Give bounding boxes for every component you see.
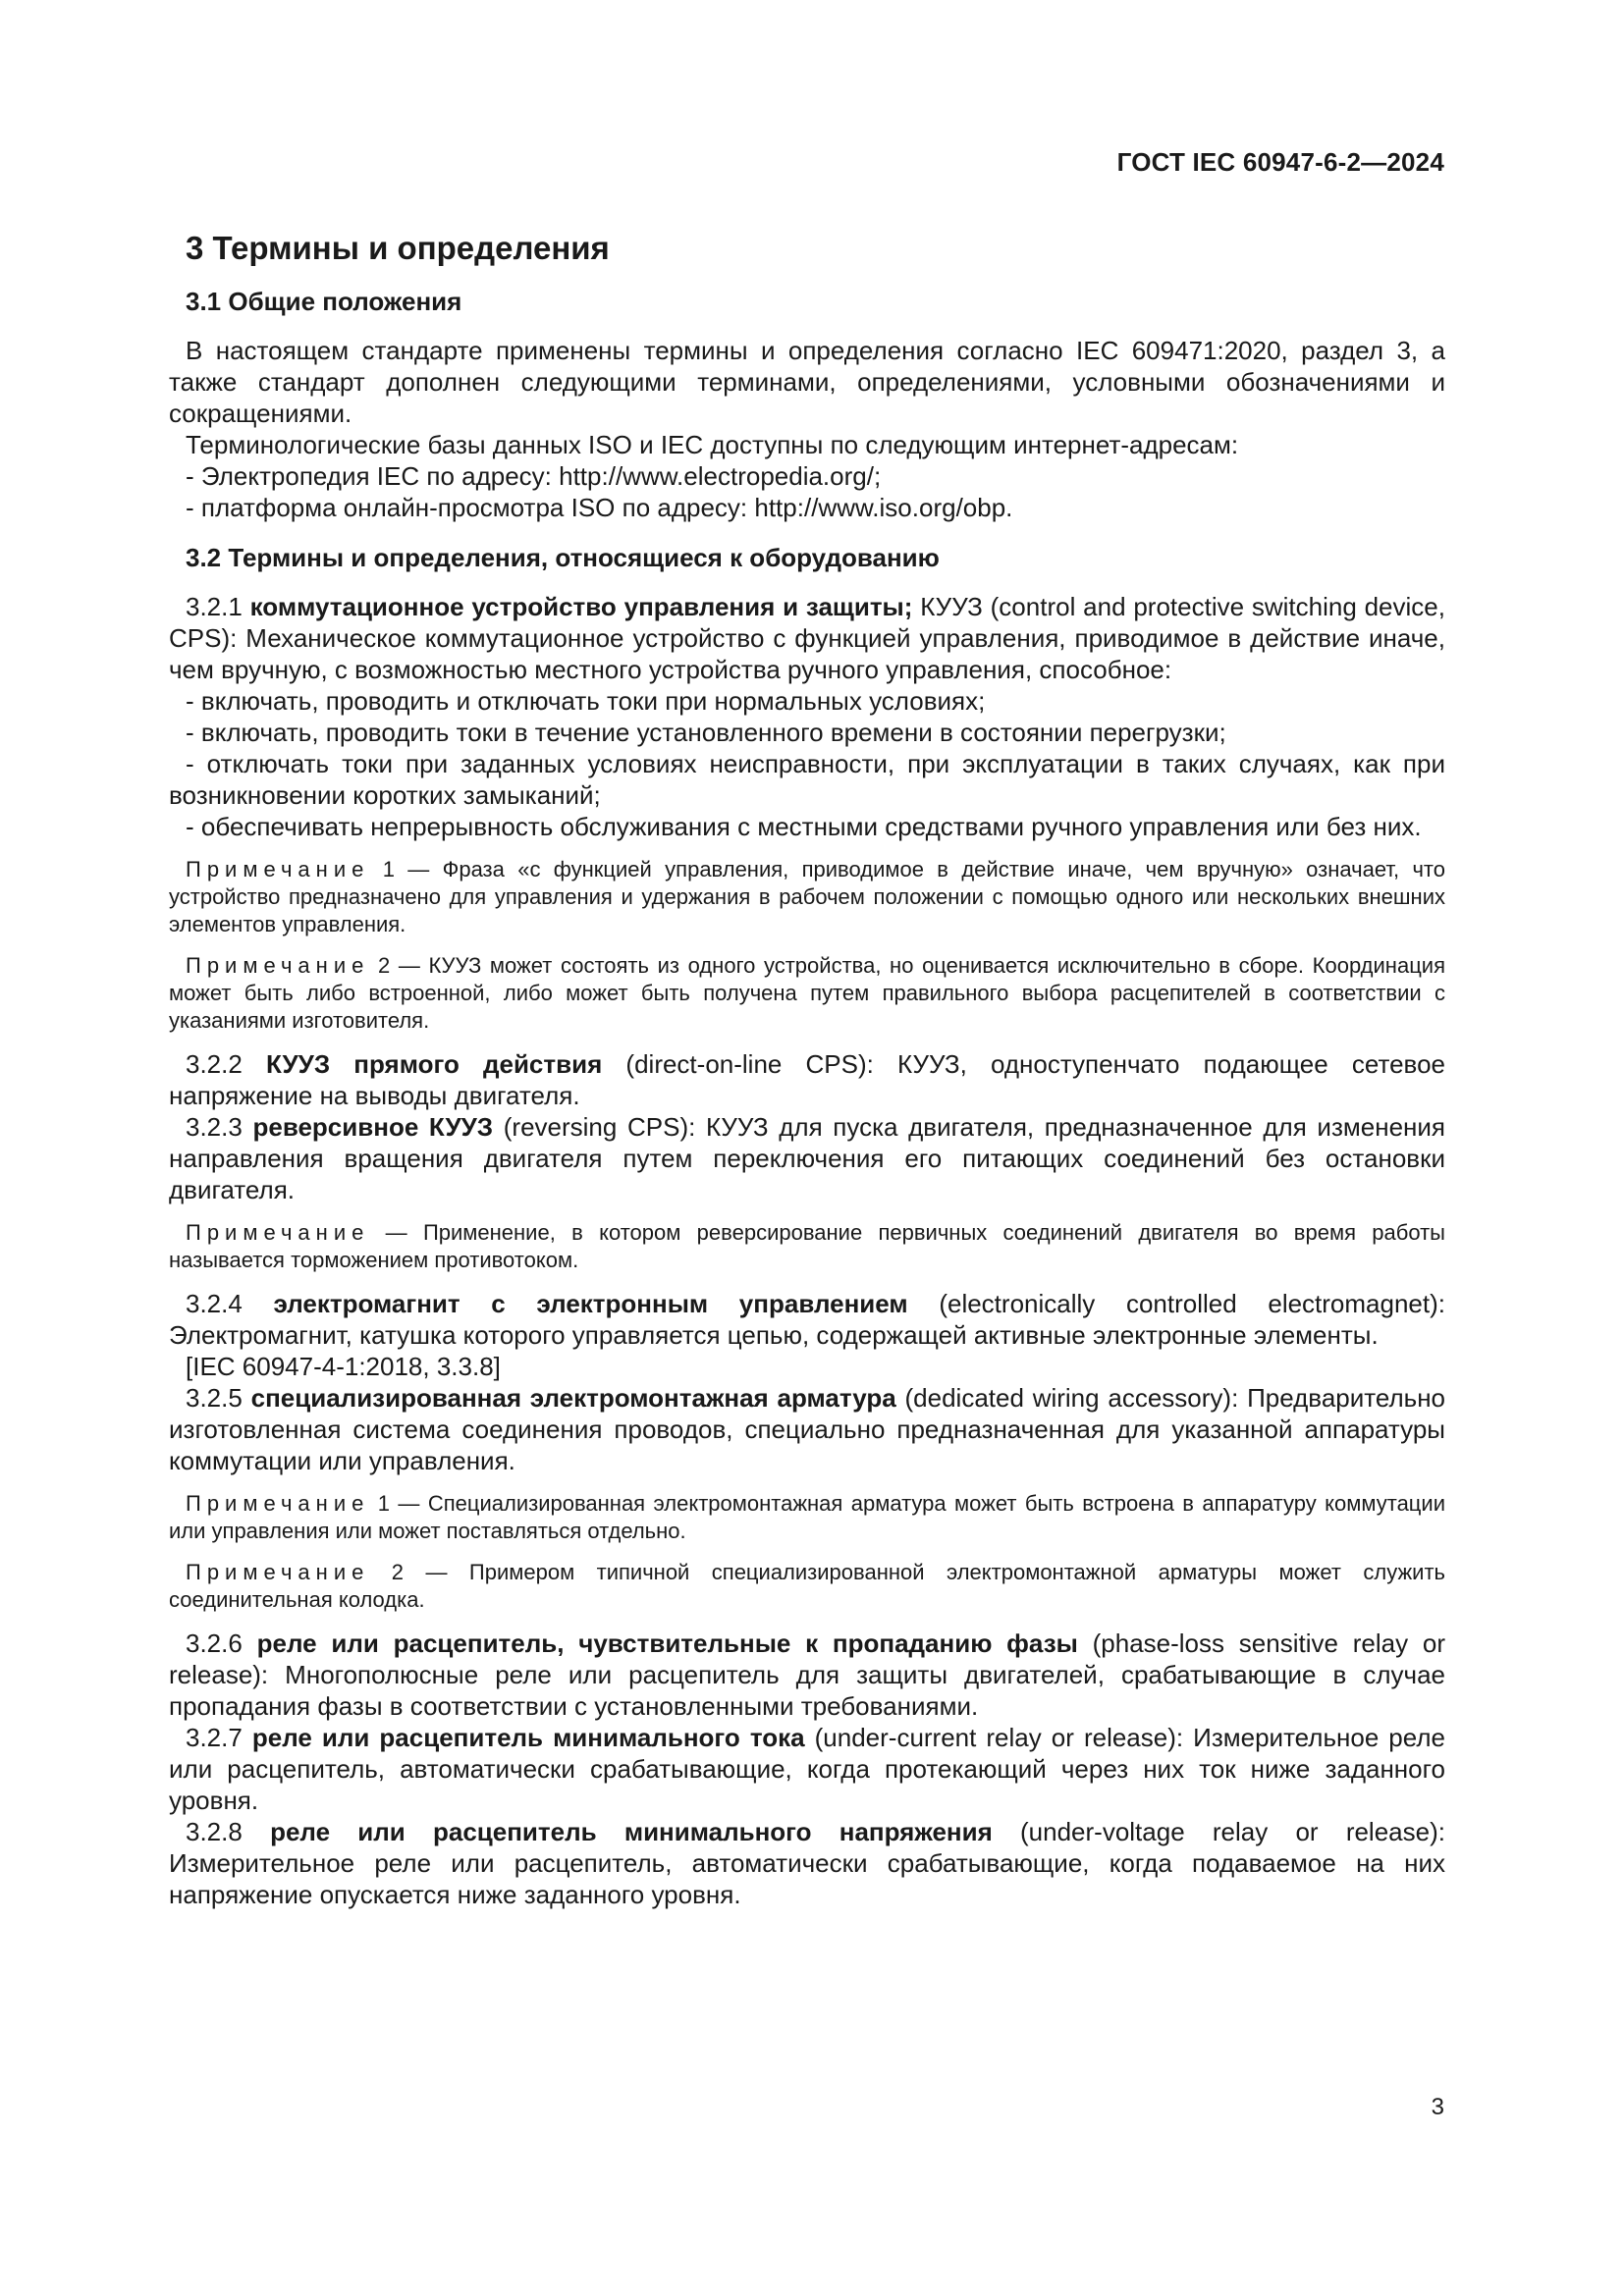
term-name: электромагнит с электронным управлением [273, 1289, 908, 1318]
term-3-2-2 [169, 1048, 1445, 1111]
list-item: - отключать токи при заданных условиях неисправности, при эксплуатации в таких случаях, как при возникновении коротких замыканий; [169, 749, 1445, 810]
page-number: 3 [1431, 2094, 1444, 2120]
list-item: - обеспечивать непрерывность обслуживания с местными средствами ручного управления или без них. [186, 812, 1422, 841]
term-name: реле или расцепитель, чувствительные к пропаданию фазы [256, 1629, 1078, 1658]
paragraph: Терминологические базы данных ISO и IEC доступны по следующим интернет-адресам: [186, 430, 1239, 459]
note-label: Примечание [186, 1220, 370, 1245]
list-item: - Электропедия IEC по адресу: http://www.electropedia.org/; [186, 461, 882, 491]
term-3-2-5 [169, 1382, 1445, 1476]
section-title: 3 Термины и определения [186, 230, 610, 266]
note-text: — Применение, в котором реверсирование первичных соединений двигателя во время работы называется торможением противотоком. [169, 1220, 1445, 1272]
term-definition: КУУЗ (control and protective switching device, CPS): Механическое коммутационное устройство с функцией управления, приводимое в действие иначе, чем вручную, с возможностью местного устройства ручного управления, способное: [169, 592, 1445, 684]
subsection-title-3-2: 3.2 Термины и определения, относящиеся к оборудованию [186, 543, 940, 572]
subsection-title-3-1: 3.1 Общие положения [186, 287, 462, 316]
note-3 [169, 1219, 1445, 1274]
note-label: Примечание [186, 1560, 370, 1584]
document-id-header: ГОСТ IEC 60947-6-2—2024 [1116, 147, 1444, 177]
term-number: 3.2.7 [186, 1723, 243, 1752]
note-5 [169, 1559, 1445, 1614]
note-text: 1 — Фраза «с функцией управления, приводимое в действие иначе, чем вручную» означает, что устройство предназначено для управления и удержания в рабочем положении с помощью одного или нескольких внешних элементов управления. [169, 857, 1445, 936]
term-number: 3.2.6 [186, 1629, 243, 1658]
term-definition: (under-current relay or release): Измерительное реле или расцепитель, автоматически срабатывающие, когда протекающий через них ток ниже заданного уровня. [169, 1723, 1445, 1815]
note-2 [169, 952, 1445, 1035]
term-number: 3.2.4 [186, 1289, 243, 1318]
term-3-2-6 [169, 1628, 1445, 1722]
term-3-2-4 [169, 1288, 1445, 1351]
term-name: КУУЗ прямого действия [265, 1049, 603, 1079]
term-definition: (dedicated wiring accessory): Предварительно изготовленная система соединения проводов, специально предназначенная для указанной аппаратуры коммутации или управления. [169, 1383, 1446, 1475]
term-name: реле или расцепитель минимального напряжения [270, 1817, 993, 1846]
term-name: реверсивное КУУЗ [252, 1112, 494, 1142]
reference: [IEC 60947-4-1:2018, 3.3.8] [186, 1352, 501, 1381]
term-number: 3.2.3 [186, 1112, 243, 1142]
term-definition: (under-voltage relay or release): Измерительное реле или расцепитель, автоматически срабатывающие, когда подаваемое на них напряжение опускается ниже заданного уровня. [169, 1817, 1445, 1909]
term-number: 3.2.2 [186, 1049, 243, 1079]
note-text: 2 — Примером типичной специализированной электромонтажной арматуры может служить соединительная колодка. [169, 1560, 1445, 1612]
note-text: 1 — Специализированная электромонтажная арматура может быть встроена в аппаратуру коммутации или управления или может поставляться отдельно. [169, 1491, 1445, 1543]
term-definition: (electronically controlled electromagnet): Электромагнит, катушка которого управляется цепью, содержащей активные электронные элементы. [169, 1289, 1445, 1350]
term-definition: (reversing CPS): КУУЗ для пуска двигателя, предназначенное для изменения направления вращения двигателя путем переключения его питающих соединений без остановки двигателя. [169, 1112, 1445, 1204]
term-3-2-7 [169, 1722, 1445, 1816]
list-item: - платформа онлайн-просмотра ISO по адресу: http://www.iso.org/obp. [186, 493, 1013, 522]
term-number: 3.2.1 [186, 592, 243, 621]
note-label: Примечание [186, 953, 370, 978]
document-body [169, 216, 1445, 1910]
term-definition: (direct-on-line CPS): КУУЗ, одноступенчато подающее сетевое напряжение на выводы двигателя. [169, 1049, 1445, 1110]
paragraph: В настоящем стандарте применены термины и определения согласно IEC 609471:2020, раздел 3, а также стандарт дополнен следующими терминами, определениями, условными обозначениями и сокращениями. [169, 336, 1445, 428]
note-1 [169, 856, 1445, 938]
term-number: 3.2.5 [186, 1383, 243, 1413]
term-3-2-1 [169, 591, 1445, 685]
note-4 [169, 1490, 1445, 1545]
term-definition: (phase-loss sensitive relay or release): Многополюсные реле или расцепитель для защиты двигателей, срабатывающие в случае пропадания фазы в соответствии с установленными требованиями. [169, 1629, 1445, 1721]
note-text: 2 — КУУЗ может состоять из одного устройства, но оценивается исключительно в сборе. Координация может быть либо встроенной, либо может быть получена путем правильного выбора расцепителей в соответствии с указаниями изготовителя. [169, 953, 1445, 1033]
list-item: - включать, проводить токи в течение установленного времени в состоянии перегрузки; [186, 718, 1226, 747]
note-label: Примечание [186, 857, 370, 881]
term-name: специализированная электромонтажная арматура [250, 1383, 896, 1413]
term-name: реле или расцепитель минимального тока [251, 1723, 805, 1752]
term-3-2-3 [169, 1111, 1445, 1205]
term-3-2-8 [169, 1816, 1445, 1910]
term-name: коммутационное устройство управления и защиты; [249, 592, 913, 621]
term-number: 3.2.8 [186, 1817, 243, 1846]
list-item: - включать, проводить и отключать токи при нормальных условиях; [186, 686, 986, 716]
note-label: Примечание [186, 1491, 370, 1516]
